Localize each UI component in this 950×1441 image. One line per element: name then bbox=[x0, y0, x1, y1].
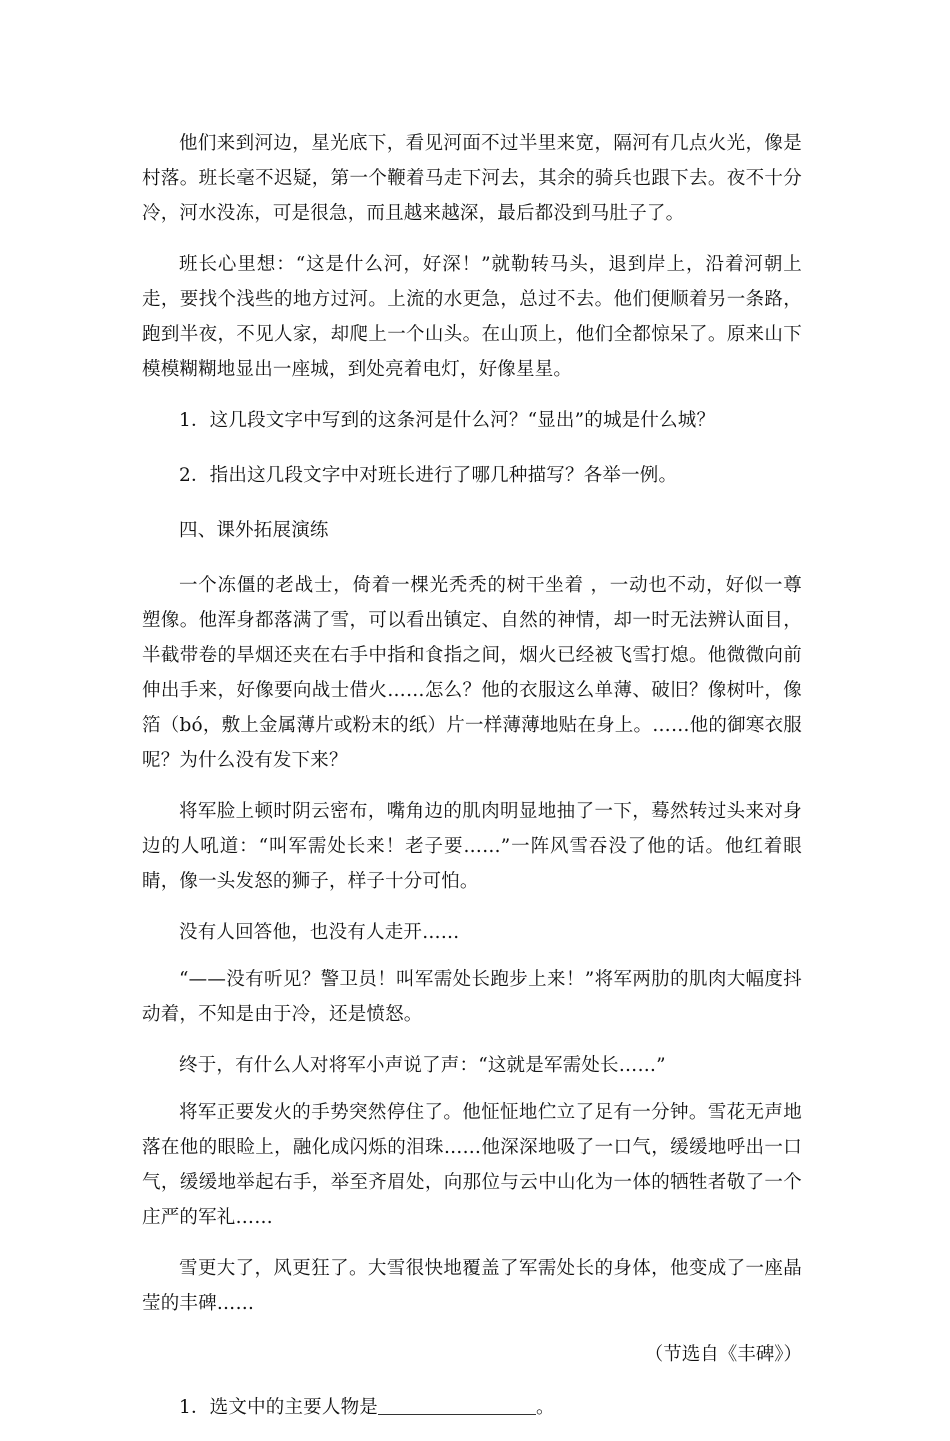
passage2-paragraph-6: 将军正要发火的手势突然停住了。他怔怔地伫立了足有一分钟。雪花无声地落在他的眼睑上，融化成闪烁的泪珠……他深深地吸了一口气，缓缓地呼出一口气，缓缓地举起右手，举至齐眉处，向那位与云中山化为一体的牺牲者敬了一个庄严的军礼…… bbox=[142, 1102, 802, 1228]
document-page bbox=[142, 126, 802, 1441]
passage2-paragraph-1: 一个冻僵的老战士，倚着一棵光秃秃的树干坐着 ，一动也不动，好似一尊塑像。他浑身都落满了雪，可以看出镇定、自然的神情，却一时无法辨认面目，半截带卷的旱烟还夹在右手中指和食指之间，烟火已经被飞雪打熄。他微微向前伸出手来，好像要向战士借火……怎么？他的衣服这么单薄、破旧？像树叶，像箔（bó，敷上金属薄片或粉末的纸）片一样薄薄地贴在身上。……他的御寒衣服呢？为什么没有发下来？ bbox=[142, 575, 802, 771]
passage2-paragraph-3: 没有人回答他，也没有人走开…… bbox=[179, 922, 460, 943]
passage1-paragraph-1: 他们来到河边，星光底下，看见河面不过半里来宽，隔河有几点火光，像是村落。班长毫不迟疑，第一个鞭着马走下河去，其余的骑兵也跟下去。夜不十分冷，河水没冻，可是很急，而且越来越深，最后都没到马肚子了。 bbox=[142, 133, 802, 224]
fill-in-question-1 bbox=[142, 1390, 802, 1425]
passage2-paragraph-7: 雪更大了，风更狂了。大雪很快地覆盖了军需处长的身体，他变成了一座晶莹的丰碑…… bbox=[142, 1258, 802, 1314]
passage2-paragraph-4: “——没有听见？警卫员！叫军需处长跑步上来！”将军两肋的肌肉大幅度抖动着，不知是由于冷，还是愤怒。 bbox=[142, 969, 802, 1025]
passage2-paragraph-2: 将军脸上顿时阴云密布，嘴角边的肌肉明显地抽了一下，蓦然转过头来对身边的人吼道：“叫军需处长来！老子要……”一阵风雪吞没了他的话。他红着眼睛，像一头发怒的狮子，样子十分可怕。 bbox=[142, 801, 802, 892]
question-text: 1．选文中的主要人物是 bbox=[179, 1397, 378, 1418]
question-end: 。 bbox=[535, 1397, 555, 1418]
passage1-paragraph-2: 班长心里想：“这是什么河，好深！”就勒转马头，退到岸上，沿着河朝上走，要找个浅些的地方过河。上流的水更急，总过不去。他们便顺着另一条路，跑到半夜，不见人家，却爬上一个山头。在山顶上，他们全都惊呆了。原来山下模模糊糊地显出一座城，到处亮着电灯，好像星星。 bbox=[142, 254, 802, 380]
answer-blank[interactable] bbox=[378, 1394, 536, 1415]
question-1: 1．这几段文字中写到的这条河是什么河？“显出”的城是什么城？ bbox=[179, 410, 716, 431]
question-2: 2．指出这几段文字中对班长进行了哪几种描写？各举一例。 bbox=[179, 465, 678, 486]
source-citation: （节选自《丰碑》） bbox=[644, 1344, 802, 1365]
section-heading: 四、课外拓展演练 bbox=[179, 520, 329, 541]
passage2-paragraph-5: 终于，有什么人对将军小声说了声：“这就是军需处长……” bbox=[179, 1055, 666, 1076]
